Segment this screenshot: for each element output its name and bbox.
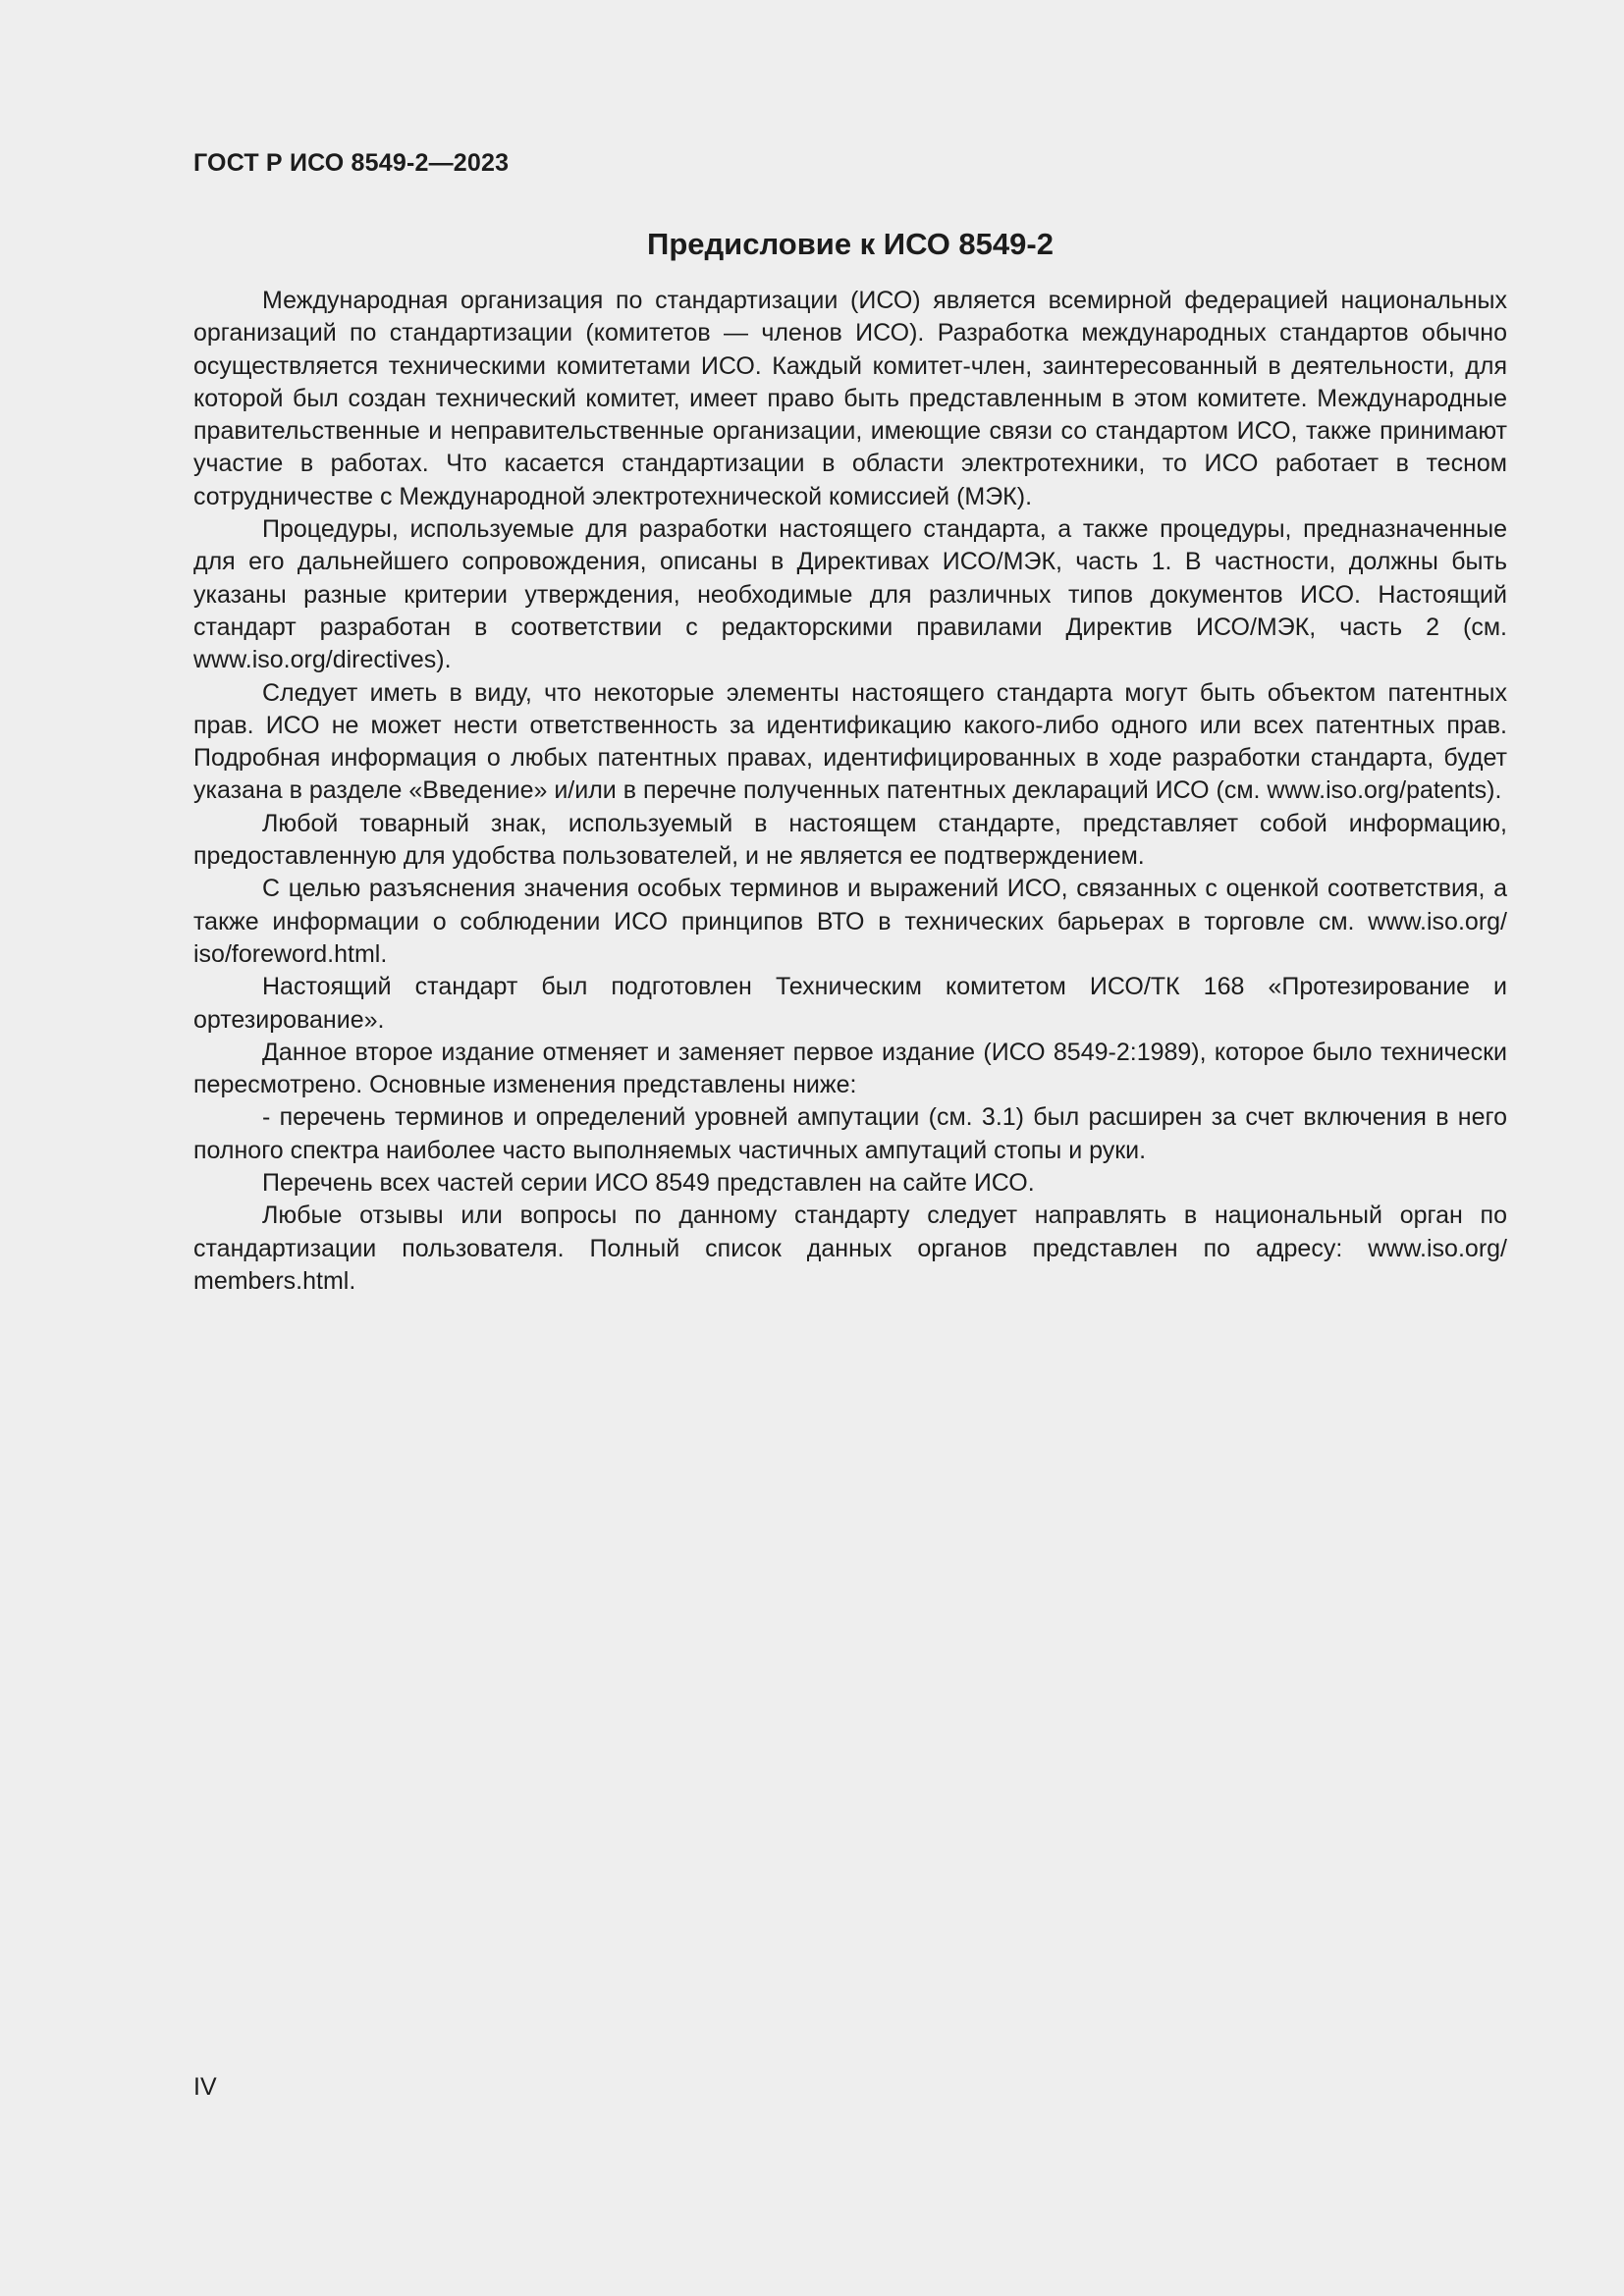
paragraph: Данное второе издание отменяет и заменяет первое издание (ИСО 8549-2:1989), которое было технически пересмотрено. Основные изменения представлены ниже: xyxy=(193,1038,1507,1099)
paragraph: С целью разъяснения значения особых терминов и выражений ИСО, связанных с оценкой соответствия, а также информации о соблюдении ИСО принципов ВТО в технических барьерах в торговле см. www.iso.org/ iso/foreword.html. xyxy=(193,875,1507,968)
paragraph: Любые отзывы или вопросы по данному стандарту следует направлять в национальный орган по стандартизации пользователя. Полный список данных органов представлен по адресу: www.iso.org/ members.html. xyxy=(193,1201,1507,1295)
paragraph: Международная организация по стандартизации (ИСО) является всемирной федерацией национальных организаций по стандартизации (комитетов — членов ИСО). Разработка международных стандартов обычно осуществляется техническими комитетами ИСО. Каждый комитет-член, заинтересованный в деятельности, для которой был создан технический комитет, имеет право быть представленным в этом комитете. Международные правительственные и неправительственные организации, имеющие связи со стандартом ИСО, также принимают участие в работах. Что касается стандартизации в области электротехники, то ИСО работает в тесном сотрудничестве с Международной электротехнической комиссией (МЭК). xyxy=(193,287,1507,510)
page-number: IV xyxy=(193,2073,217,2101)
section-title: Предисловие к ИСО 8549-2 xyxy=(647,227,1054,261)
document-header: ГОСТ Р ИСО 8549-2—2023 xyxy=(193,149,510,177)
paragraph: Любой товарный знак, используемый в настоящем стандарте, представляет собой информацию, предоставленную для удобства пользователей, и не является ее подтверждением. xyxy=(193,809,1507,871)
paragraph: Настоящий стандарт был подготовлен Техническим комитетом ИСО/ТК 168 «Протезирование и ортезирование». xyxy=(193,973,1507,1034)
list-item: - перечень терминов и определений уровней ампутации (см. 3.1) был расширен за счет включения в него полного спектра наиболее часто выполняемых частичных ампутаций стопы и руки. xyxy=(193,1103,1507,1164)
paragraph: Процедуры, используемые для разработки настоящего стандарта, а также процедуры, предназначенные для его дальнейшего сопровождения, описаны в Директивах ИСО/МЭК, часть 1. В частности, должны быть указаны разные критерии утверждения, необходимые для различных типов документов ИСО. Настоящий стандарт разработан в соответствии с редакторскими правилами Директив ИСО/МЭК, часть 2 (см. www.iso.org/directives). xyxy=(193,515,1507,674)
paragraph: Перечень всех частей серии ИСО 8549 представлен на сайте ИСО. xyxy=(262,1169,1035,1198)
paragraph: Следует иметь в виду, что некоторые элементы настоящего стандарта могут быть объектом патентных прав. ИСО не может нести ответственность за идентификацию какого-либо одного или всех патентных прав. Подробная информация о любых патентных правах, идентифицированных в ходе разработки стандарта, будет указана в разделе «Введение» и/или в перечне полученных патентных деклараций ИСО (см. www.iso.org/patents). xyxy=(193,678,1507,805)
foreword-body xyxy=(193,285,1507,1298)
